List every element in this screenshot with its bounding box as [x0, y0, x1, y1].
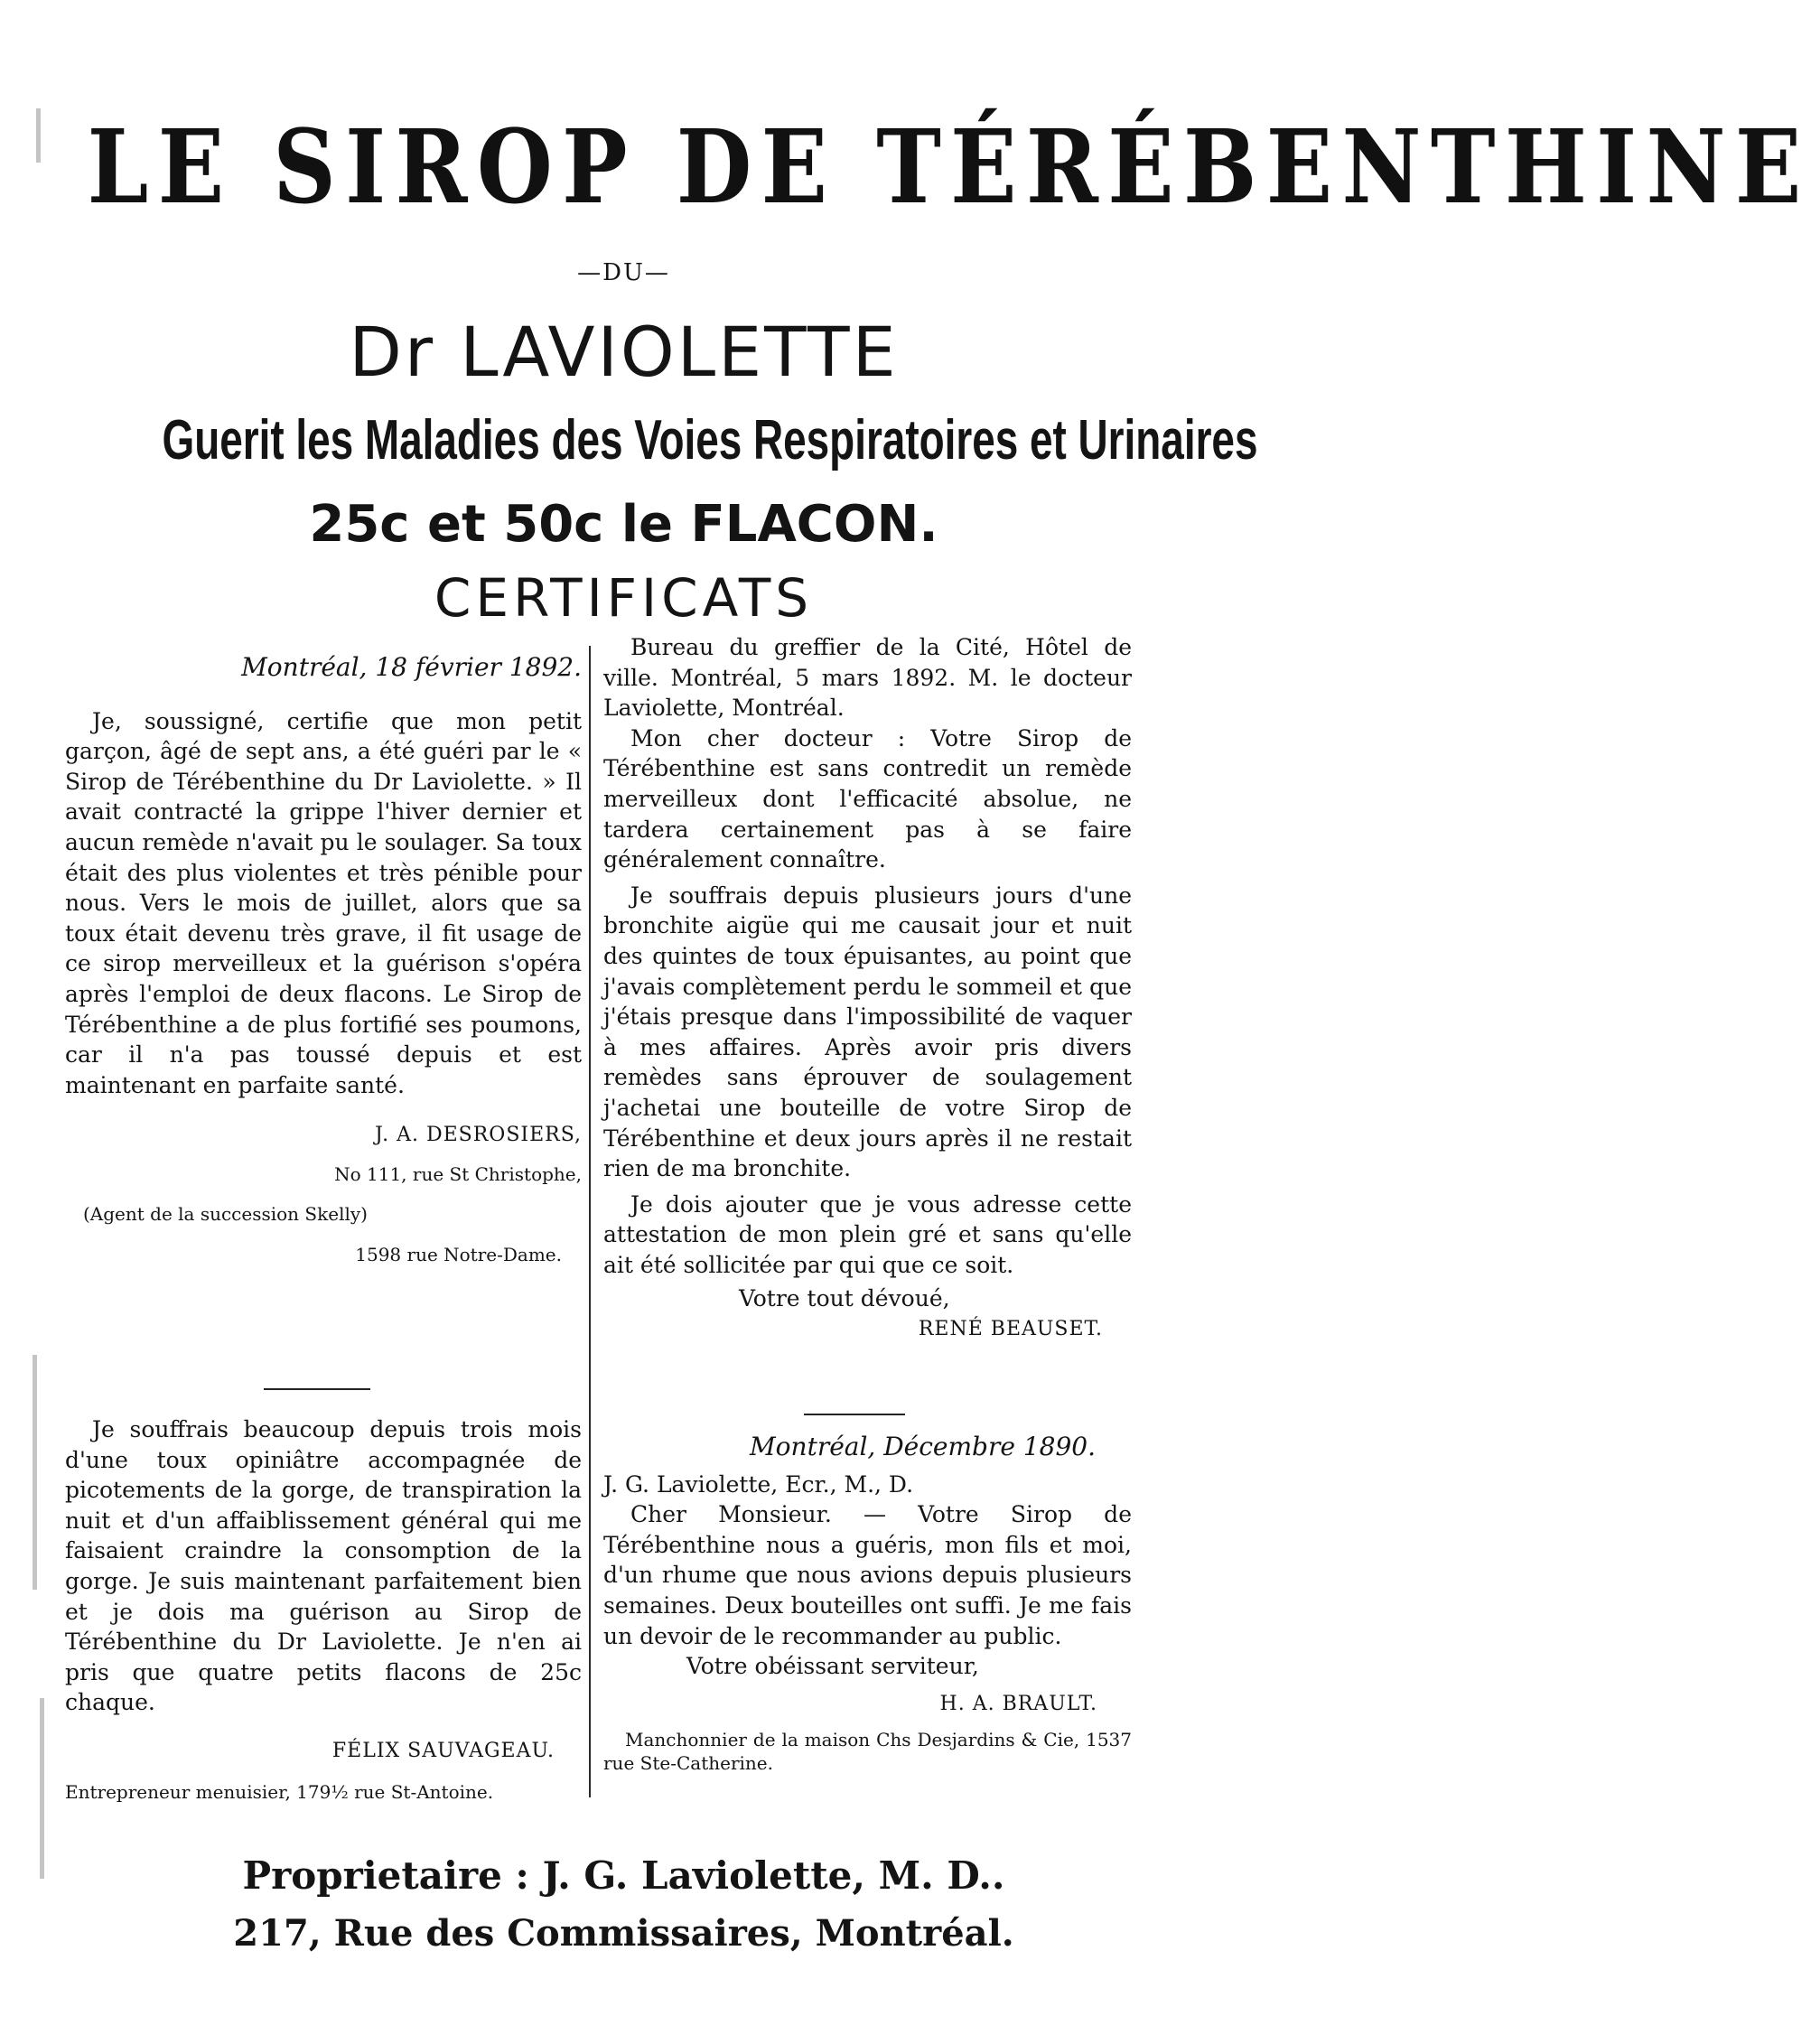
proprietor-line: Proprietaire : J. G. Laviolette, M. D.. — [242, 1853, 1005, 1898]
cert-signature: RENÉ BEAUSET. — [918, 1318, 1103, 1341]
scan-speckle — [33, 1355, 37, 1590]
price-line: 25c et 50c le FLACON. — [309, 495, 938, 554]
certificate-sauvageau — [65, 1414, 582, 1807]
cert-closing: Votre obéissant serviteur, — [686, 1653, 979, 1680]
certificate-brault — [603, 1432, 1132, 1775]
cert-body: Cher Monsieur. — Votre Sirop de Térébenthine nous a guéris, mon fils et moi, d'un rhume que nous avions depuis plusieurs semaines. Deux bouteilles ont suffi. Je me fais un devoir de le recommander au public. — [603, 1501, 1132, 1649]
section-rule — [264, 1388, 370, 1390]
doctor-name: Dr LAVIOLETTE — [349, 312, 899, 392]
cert-signature: J. A. DESROSIERS, — [374, 1124, 582, 1147]
tagline: Guerit les Maladies des Voies Respiratoires et Urinaires — [162, 409, 1258, 471]
cert-signature: FÉLIX SAUVAGEAU. — [331, 1739, 555, 1762]
cert-signature: H. A. BRAULT. — [939, 1692, 1097, 1715]
cert-role: Entrepreneur menuisier, 179½ rue St-Antoine. — [65, 1780, 494, 1803]
cert-role: (Agent de la succession Skelly) — [83, 1202, 368, 1225]
certificate-beauset — [603, 632, 1132, 1345]
scan-speckle — [40, 1698, 44, 1879]
cert-addressee: J. G. Laviolette, Ecr., M., D. — [603, 1470, 914, 1498]
address-line: 217, Rue des Commissaires, Montréal. — [233, 1912, 1014, 1955]
column-divider — [589, 646, 591, 1797]
section-rule — [804, 1414, 905, 1415]
cert-closing: Votre tout dévoué, — [739, 1285, 950, 1312]
cert-paragraph: Je dois ajouter que je vous adresse cette attestation de mon plein gré et sans qu'elle ait été sollicitée par qui que ce soit. — [603, 1190, 1132, 1278]
certificate-desrosiers — [65, 652, 582, 1271]
scan-speckle — [36, 108, 41, 163]
du-line: —DU— — [577, 259, 670, 286]
cert-address: No 111, rue St Christophe, — [334, 1162, 582, 1185]
cert-paragraph: Mon cher docteur : Votre Sirop de Térébenthine est sans contredit un remède merveilleux dont l'efficacité absolue, ne tardera certainement pas à se faire généralement connaître. — [603, 724, 1132, 873]
cert-body: Je souffrais beaucoup depuis trois mois d'une toux opiniâtre accompagnée de picotements de la gorge, de transpiration la nuit et d'un affaiblissement général qui me faisaient craindre la consomption de la gorge. Je suis maintenant parfaitement bien et je dois ma guérison au Sirop de Térébenthine du Dr Laviolette. Je n'en ai pris que quatre petits flacons de 25c chaque. — [65, 1416, 582, 1716]
cert-paragraph: Je souffrais depuis plusieurs jours d'une bronchite aigüe qui me causait jour et nuit des quintes de toux épuisantes, au point que j'avais complètement perdu le sommeil et que j'étais presque dans l'impossibilité de vaquer à mes affaires. Après avoir pris divers remèdes sans éprouver de soulagement j'achetai une bouteille de votre Sirop de Térébenthine et deux jours après il ne restait rien de ma bronchite. — [603, 882, 1132, 1182]
certificats-heading: CERTIFICATS — [434, 567, 814, 629]
cert-address-2: 1598 rue Notre-Dame. — [355, 1244, 562, 1266]
cert-date: Montréal, Décembre 1890. — [750, 1432, 1096, 1461]
cert-intro: Bureau du greffier de la Cité, Hôtel de ville. Montréal, 5 mars 1892. M. le docteur Laviolette, Montréal. — [603, 634, 1132, 722]
cert-body: Je, soussigné, certifie que mon petit garçon, âgé de sept ans, a été guéri par le « Sirop de Térébenthine du Dr Laviolette. » Il avait contracté la grippe l'hiver dernier et aucun remède n'avait pu le soulager. Sa toux était des plus violentes et très pénible pour nous. Vers le mois de juillet, alors que sa toux était devenu très grave, il fit usage de ce sirop merveilleux et la guérison s'opéra après l'emploi de deux flacons. Le Sirop de Térébenthine a de plus fortifié ses poumons, car il n'a pas toussé depuis et est maintenant en parfaite santé. — [65, 707, 582, 1098]
cert-role: Manchonnier de la maison Chs Desjardins & Cie, 1537 rue Ste-Catherine. — [603, 1729, 1132, 1775]
cert-date: Montréal, 18 février 1892. — [241, 652, 582, 682]
main-title: LE SIROP DE TÉRÉBENTHINE — [87, 108, 1811, 227]
